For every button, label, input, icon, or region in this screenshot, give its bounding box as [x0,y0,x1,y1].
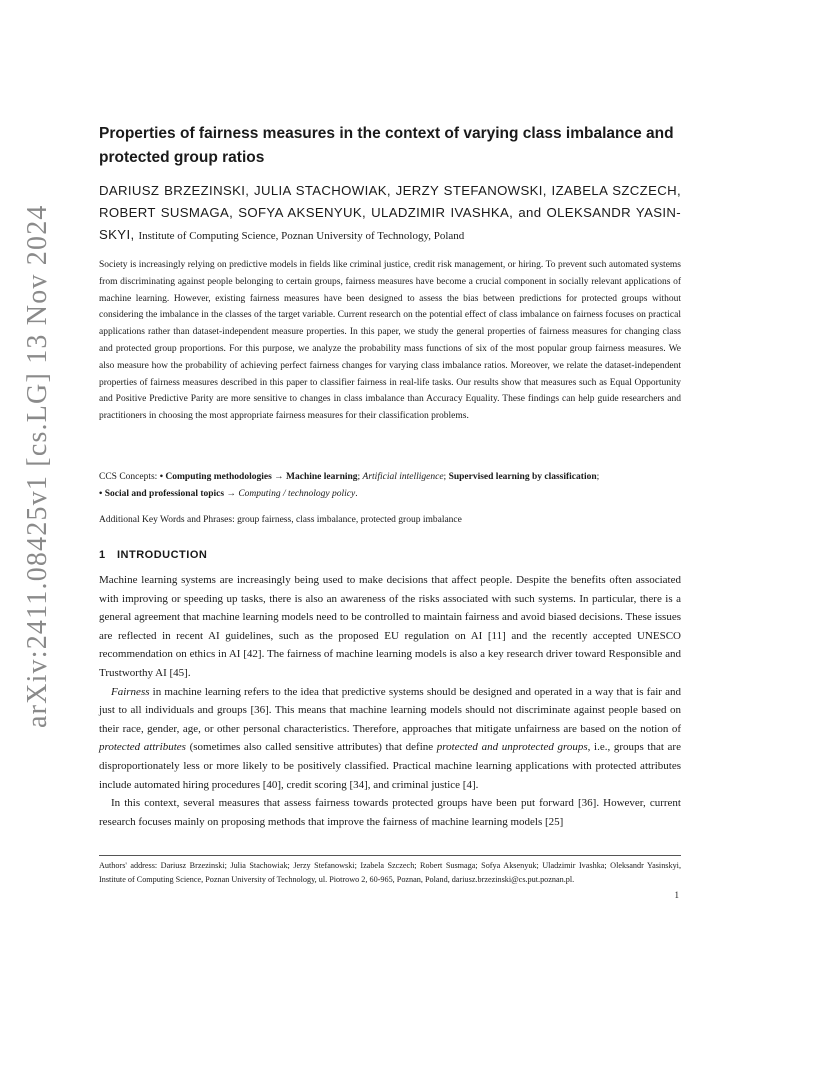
author-block [99,180,681,247]
footnote-rule [99,855,681,856]
section-title: INTRODUCTION [117,549,208,561]
ccs-bullet: • [99,488,103,499]
ccs-separator: ; [596,472,600,482]
ccs-concepts [99,469,681,502]
intro-paragraph-1: Machine learning systems are increasingly being used to make decisions that affect people. Despite the benefits often associated with improving or speeding up tasks, there is also an awareness of the risks associated with such systems. In particular, there is a general agreement that machine learning models need to be controlled to maintain fairness and avoid biased decisions. These issues are reflected in recent AI guidelines, such as the proposed EU regulation on AI [11] and the recently accepted UNESCO recommendation on ethics in AI [42]. The fairness of machine learning models is also a key research driver toward Responsible and Trustworthy AI [45]. [99,574,681,679]
ccs-separator: ; [357,472,361,482]
section-heading [99,549,681,561]
ccs-bullet: • [159,472,164,482]
introduction-body [99,571,681,831]
text-run: , i.e., groups that are disproportionately less or more likely to be positively classified. Practical machine learning applications with protected attributes include automated hiring procedures [40], credit scoring [34], and criminal justice [4]. [99,741,681,791]
ccs-label: CCS Concepts: [99,472,158,482]
author-list: DARIUSZ BRZEZINSKI, JULIA STACHOWIAK, JERZY STEFANOWSKI, IZABELA SZCZECH, ROBERT SUSMAGA, SOFYA AKSENYUK, ULADZIMIR IVASHKA, and OLEKSANDR YASIN-SKYI, [99,183,681,242]
ccs-concept-supervised: Supervised learning by classification [448,472,597,482]
section-number: 1 [99,549,106,561]
text-run: in machine learning refers to the idea that predictive systems should be designed and operated in a way that is fair and just to all individuals and groups [36]. This means that machine learning models should not discriminate against people based on their race, gender, age, or other personal characteristics. Therefore, approaches that mitigate unfairness are based on the notion of [99,685,681,735]
arxiv-identifier: arXiv:2411.08425v1 [cs.LG] 13 Nov 2024 [22,204,53,728]
intro-paragraph-3: In this context, several measures that assess fairness towards protected groups have been put forward [36]. However, current research focuses mainly on proposing methods that improve the fairness of machine learning models [25] [99,797,681,828]
ccs-separator: ; [443,472,447,482]
ccs-arrow: → [226,488,236,499]
ccs-concept-computing: Computing methodologies [165,472,272,482]
affiliation: Institute of Computing Science, Poznan University of Technology, Poland [138,230,465,242]
term-protected-groups: protected and unprotected groups [436,741,588,754]
paper-title: Properties of fairness measures in the context of varying class imbalance and protected group ratios [99,125,674,166]
page-number: 1 [674,890,679,900]
text-run: (sometimes also called sensitive attributes) that define [185,741,437,754]
keywords: Additional Key Words and Phrases: group fairness, class imbalance, protected group imbalance [99,515,462,525]
ccs-arrow: → [274,472,284,482]
ccs-concept-policy: Computing / technology policy [238,488,356,499]
ccs-concept-ml: Machine learning [286,472,358,482]
abstract: Society is increasingly relying on predictive models in fields like criminal justice, credit risk management, or hiring. To prevent such automated systems from discriminating against people belonging to certain groups, fairness measures have become a crucial component in socially relevant applications of machine learning. However, existing fairness measures have been designed to assess the bias between predictions for protected groups without considering the imbalance in the classes of the target variable. Current research on the potential effect of class imbalance on fairness focuses on practical applications rather than dataset-independent measure properties. In this paper, we study the general properties of fairness measures for changing class and protected group proportions. For this purpose, we analyze the probability mass functions of six of the most popular group fairness measures. We also measure how the probability of achieving perfect fairness changes for varying class imbalance ratios. Moreover, we relate the dataset-independent properties of fairness measures described in this paper to classifier fairness in real-life tasks. Our results show that measures such as Equal Opportunity and Positive Predictive Parity are more sensitive to changes in class imbalance than Accuracy Equality. These findings can help guide researchers and practitioners in choosing the most appropriate fairness measures for their classification problems. [99,260,681,422]
term-fairness: Fairness [111,685,150,698]
intro-paragraph-2 [99,683,681,795]
ccs-concept-ai: Artificial intelligence [362,472,444,482]
ccs-concept-social: Social and professional topics [104,488,225,499]
author-footnote: Authors' address: Dariusz Brzezinski; Julia Stachowiak; Jerzy Stefanowski; Izabela Szczech; Robert Susmaga; Sofya Aksenyuk; Uladzimir Ivashka; Oleksandr Yasinskyi, Institute of Computing Science, Poznan University of Technology, ul. Piotrowo 2, 60-965, Poznan, Poland, dariusz.brzezinski@cs.put.poznan.pl. [99,861,681,884]
ccs-end: . [355,488,358,499]
term-protected-attributes: protected attributes [99,741,186,754]
